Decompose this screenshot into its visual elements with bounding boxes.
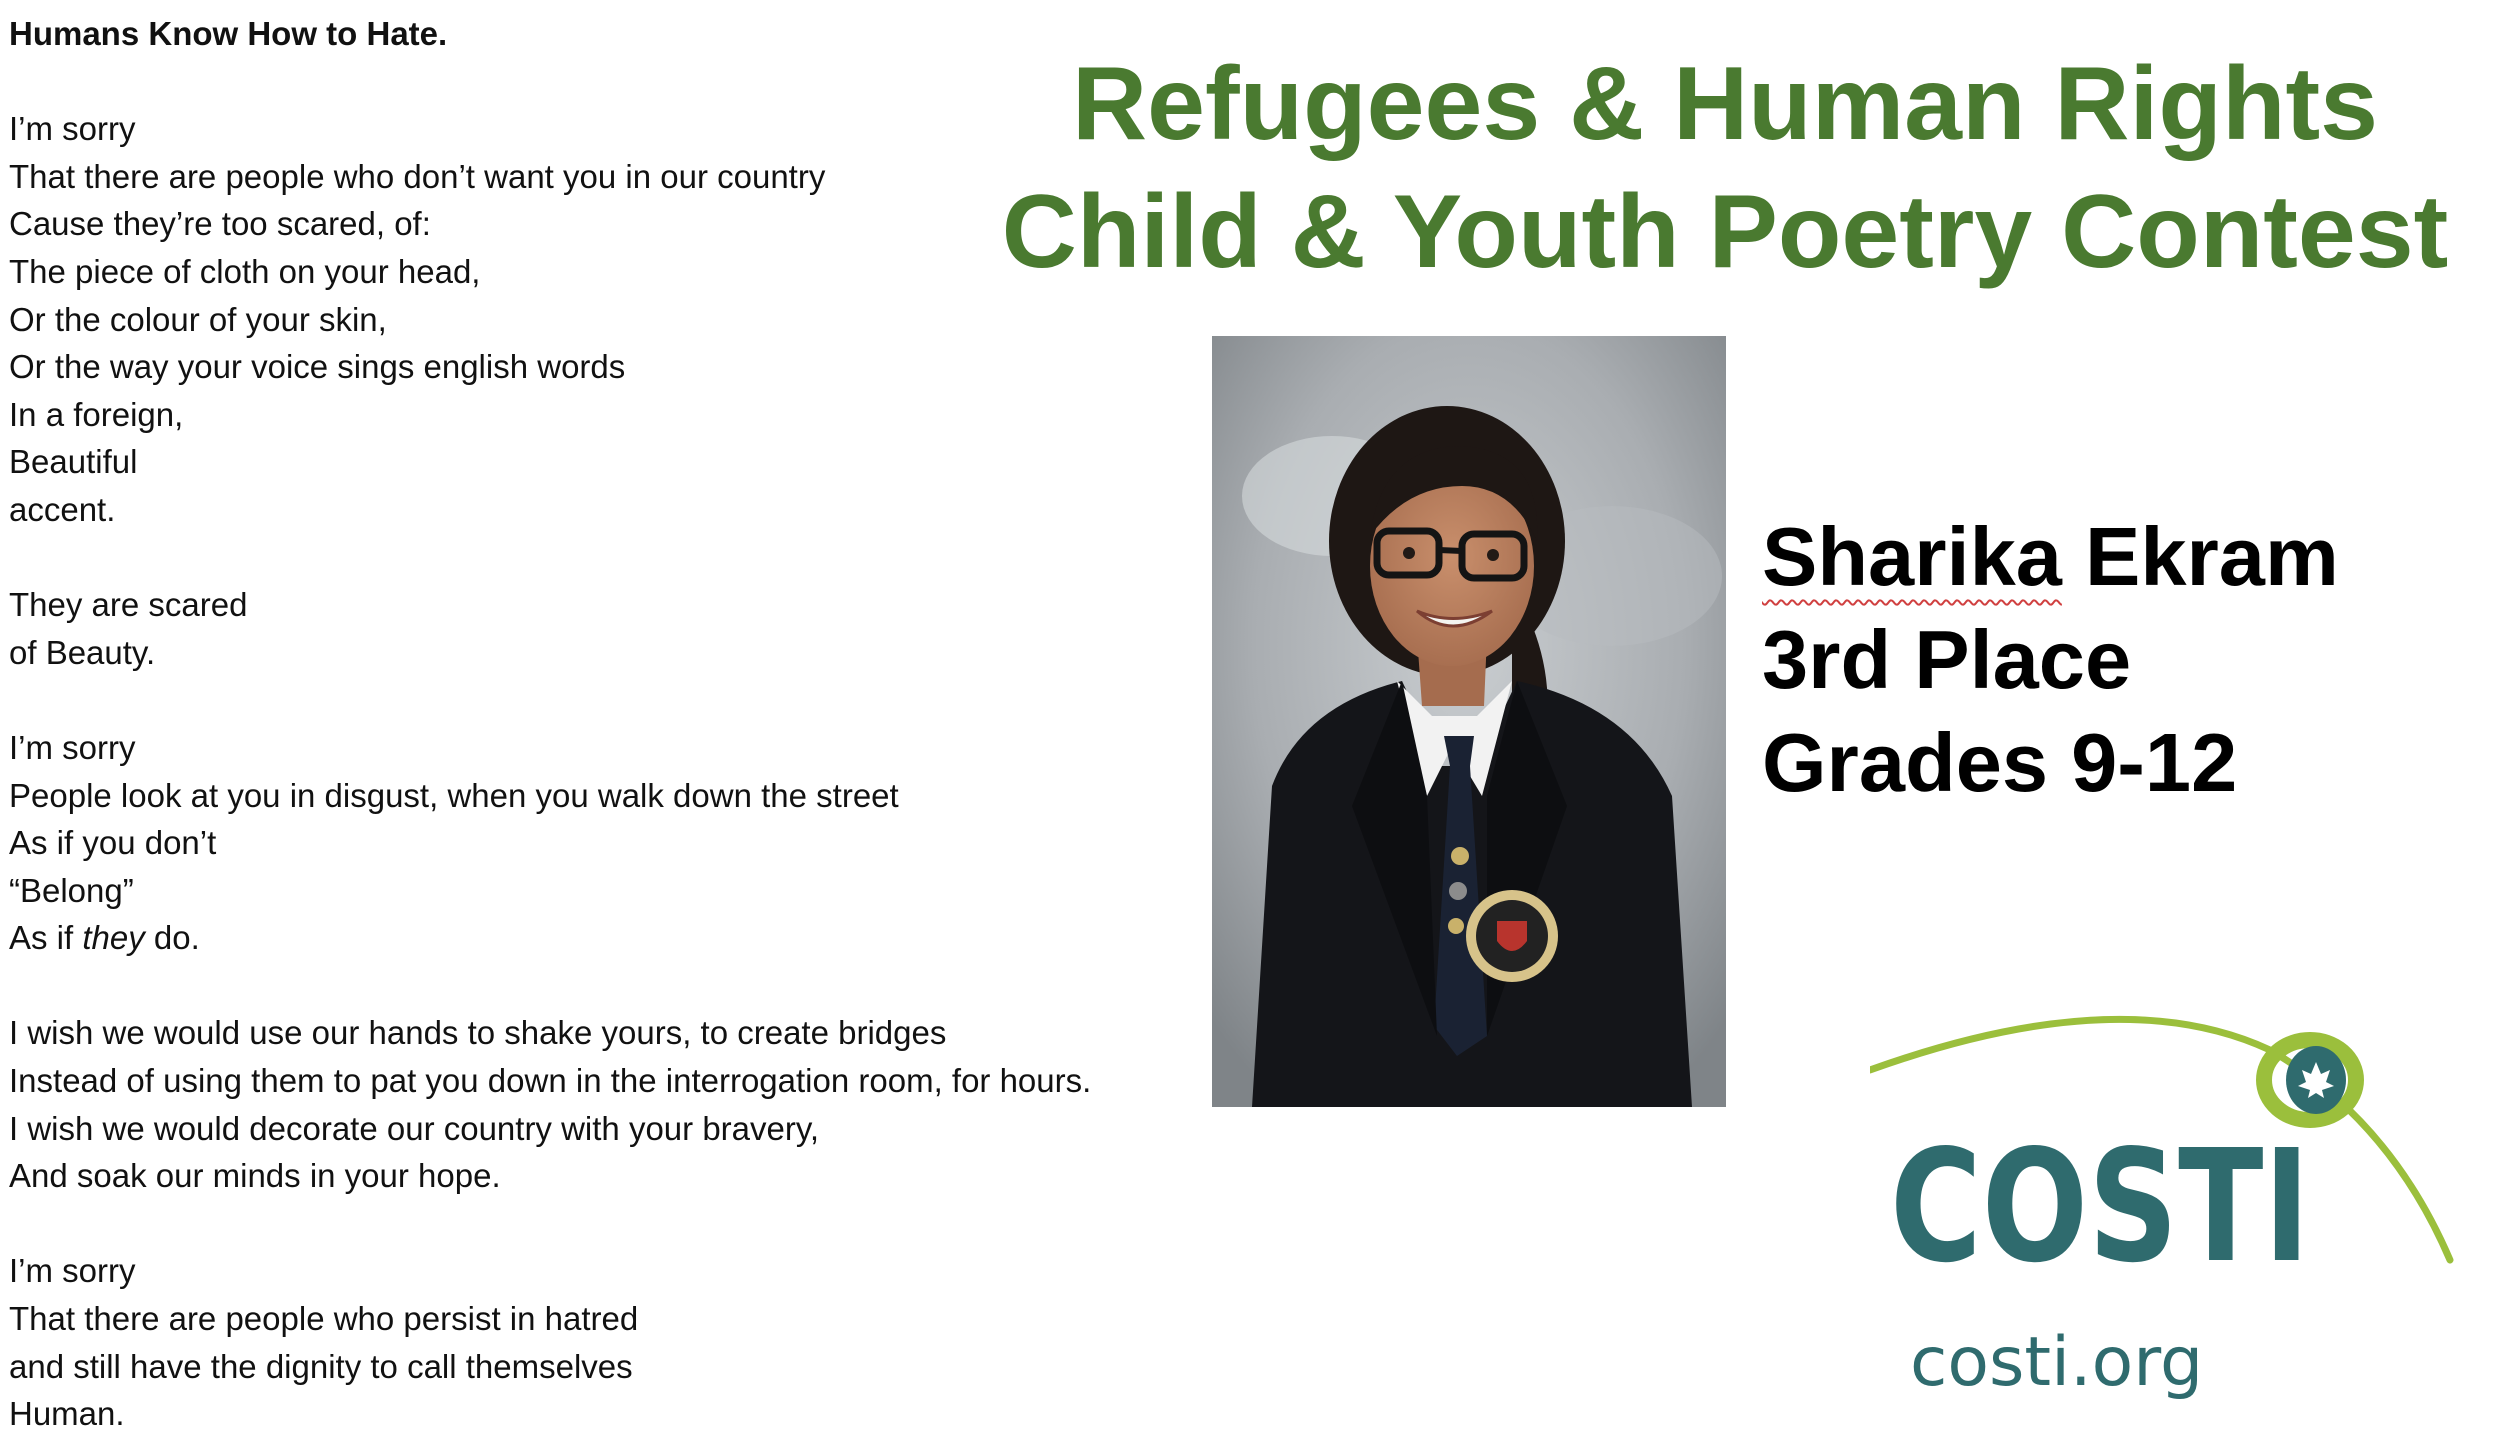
poem-line: And soak our minds in your hope. <box>9 1157 501 1195</box>
winner-place: 3rd Place <box>1762 613 2132 706</box>
contest-title-line-2: Child & Youth Poetry Contest <box>1001 174 2449 290</box>
poem-line: That there are people who persist in hatred <box>9 1300 639 1338</box>
poem-line: Cause they’re too scared, of: <box>9 205 431 243</box>
poem-line: As if you don’t <box>9 824 217 862</box>
poem-line: and still have the dignity to call themselves <box>9 1347 633 1385</box>
poem-line: I’m sorry <box>9 110 136 148</box>
poem-line: accent. <box>9 490 116 528</box>
contest-title-line-1: Refugees & Human Rights <box>1072 46 2378 162</box>
poem-line: I wish we would decorate our country with your bravery, <box>9 1109 820 1147</box>
costi-url: costi.org <box>1910 1323 2204 1402</box>
poem-line: Instead of using them to pat you down in the interrogation room, for hours. <box>9 1062 1092 1100</box>
poem-line: Or the way your voice sings english words <box>9 348 626 386</box>
winner-name <box>1762 505 2339 608</box>
poem-line: People look at you in disgust, when you walk down the street <box>9 776 899 814</box>
winner-last-name: Ekram <box>2061 510 2339 603</box>
student-portrait-photo <box>1212 336 1726 1107</box>
poem-line: In a foreign, <box>9 395 184 433</box>
poem-line: Or the colour of your skin, <box>9 300 387 338</box>
costi-wordmark: COSTI <box>1890 1116 2310 1297</box>
poem-stanza-3 <box>9 724 1179 962</box>
poem-line: Human. <box>9 1395 125 1433</box>
poem-line: I’m sorry <box>9 728 136 766</box>
winner-info <box>1762 505 2339 814</box>
poem-line: I’m sorry <box>9 1252 136 1290</box>
poem-line: “Belong” <box>9 871 134 909</box>
poem-stanza-5 <box>9 1247 1179 1437</box>
costi-logo <box>1870 1010 2470 1430</box>
poem-line: Beautiful <box>9 443 138 481</box>
winner-first-name: Sharika <box>1762 510 2062 603</box>
poem-line: As if they do. <box>9 919 200 957</box>
poem-line: The piece of cloth on your head, <box>9 252 481 290</box>
poem-stanza-4 <box>9 1009 1179 1199</box>
poem-line: That there are people who don’t want you in our country <box>9 157 826 195</box>
poem-title: Humans Know How to Hate. <box>9 15 448 52</box>
poem-line: They are scared <box>9 586 248 624</box>
poem-line: I wish we would use our hands to shake yours, to create bridges <box>9 1014 947 1052</box>
poem-stanza-2 <box>9 581 1179 676</box>
contest-title <box>960 40 2490 296</box>
poem-line: of Beauty. <box>9 633 156 671</box>
winner-grades: Grades 9-12 <box>1762 716 2238 809</box>
